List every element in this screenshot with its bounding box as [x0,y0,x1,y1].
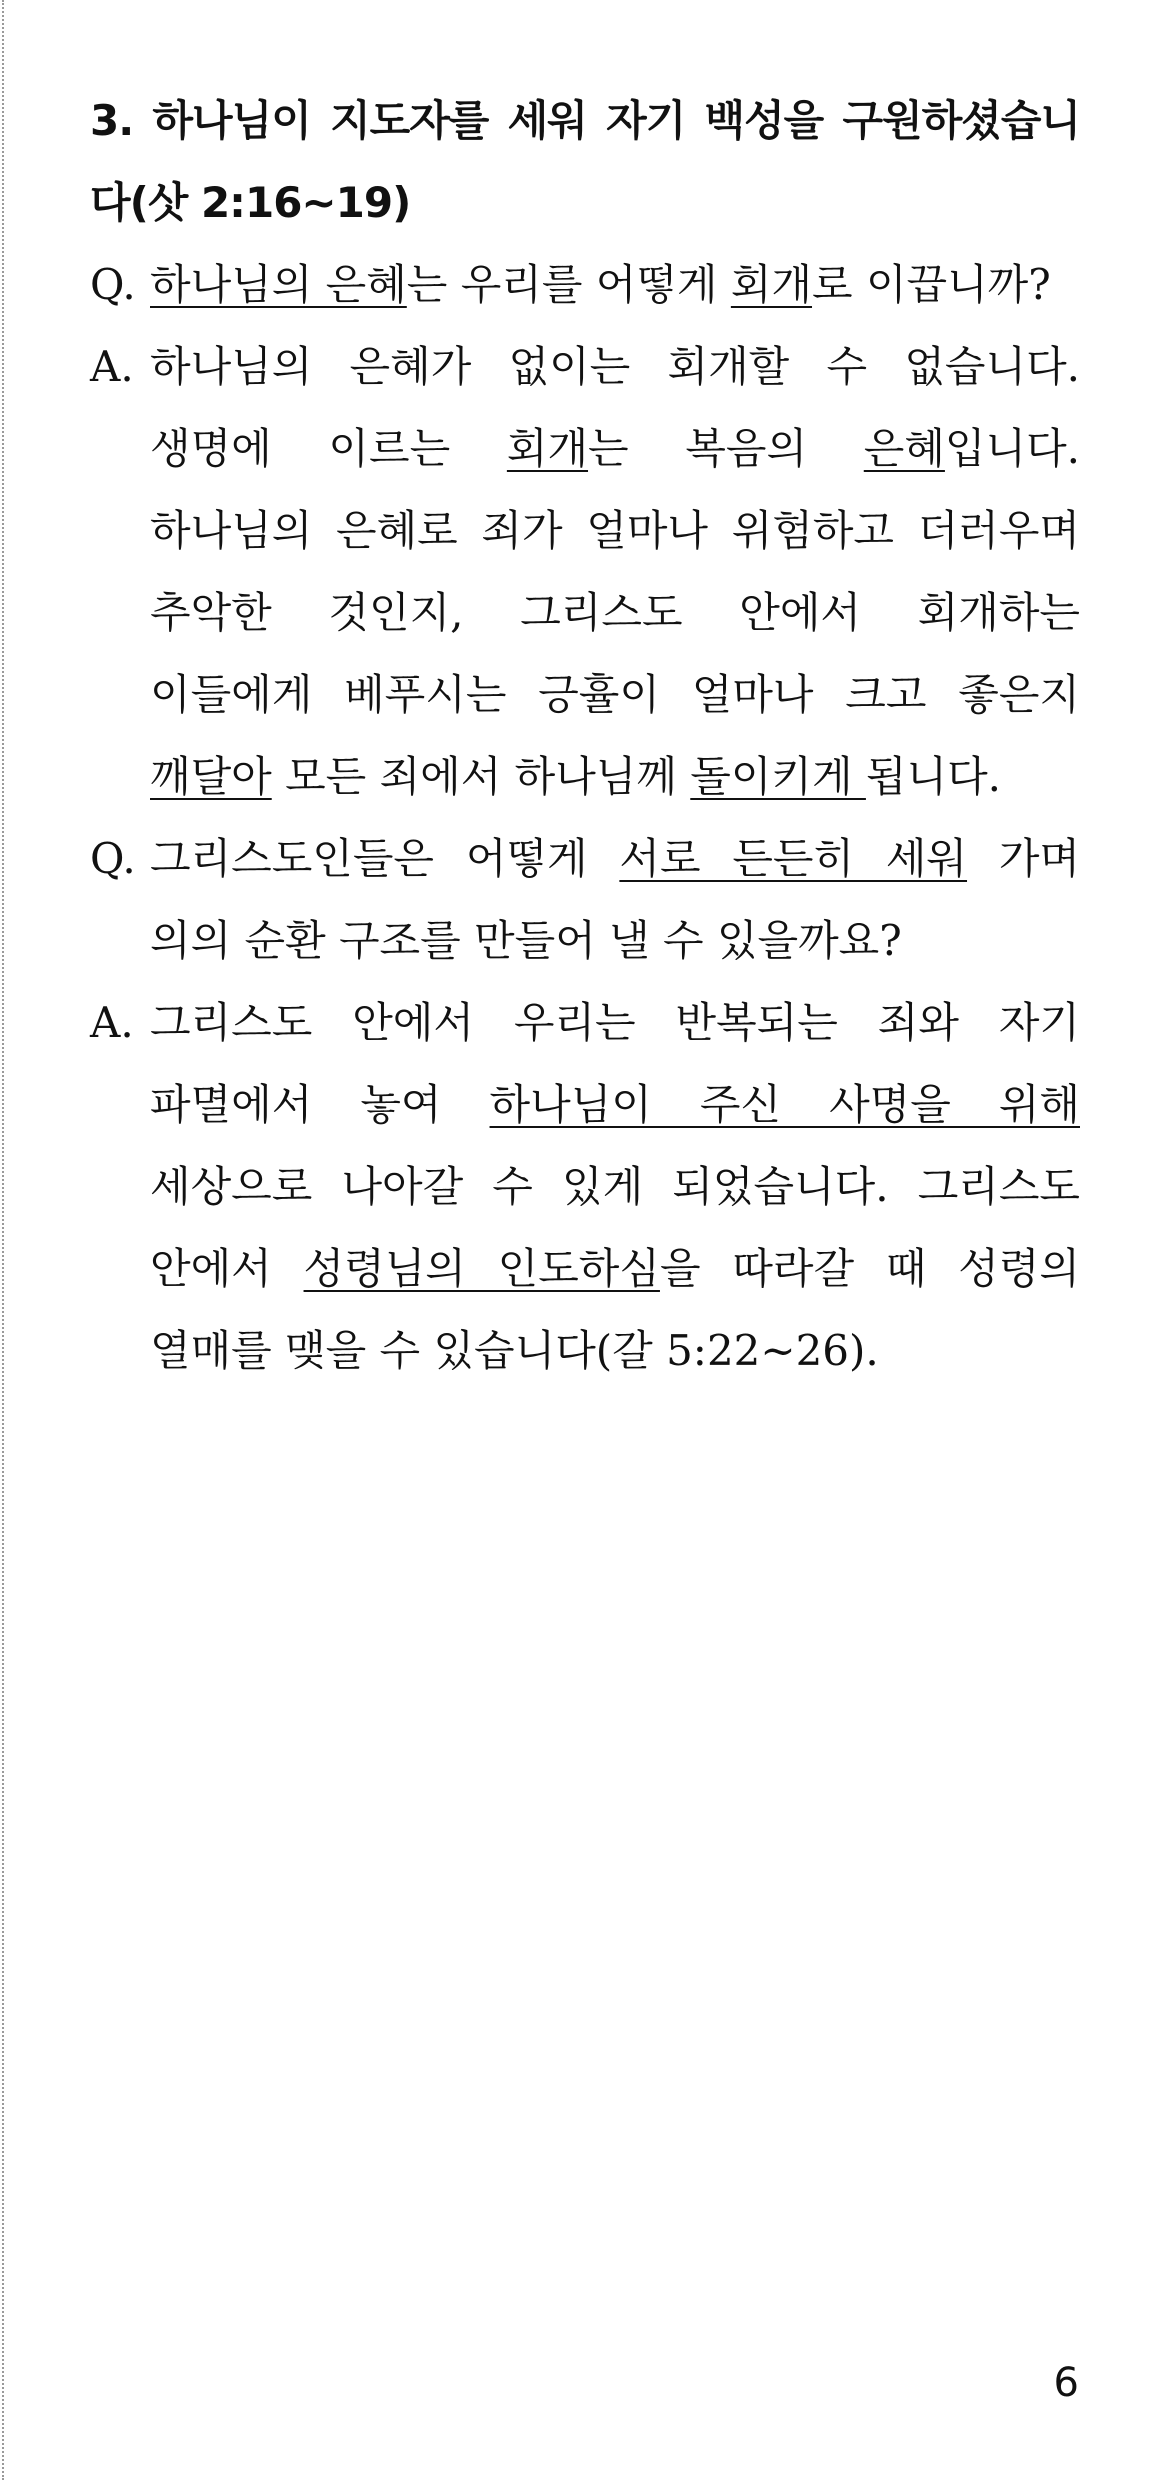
text-run: 을 따라갈 때 성령의 열매를 맺을 수 있습니다(갈 5:22~26). [150,1244,1080,1375]
underlined-phrase: 은혜 [863,424,945,473]
page-edge-dotted-rule [2,0,4,2480]
text-run: 모든 죄에서 하나님께 [271,752,691,801]
question-marker: Q. [90,260,136,309]
underlined-phrase: 회개 [730,260,813,309]
underlined-phrase: 회개 [506,424,589,473]
text-run: 세상으로 나아갈 수 있게 되었습니다. 그리스도 안에서 [150,1162,1080,1293]
answer-item [90,982,1080,1392]
text-run: 입니다. 하나님의 은혜로 죄가 얼마나 위험하고 더러우며 추악한 것인지, 그리스도 안에서 회개하는 이들에게 베푸시는 긍휼이 얼마나 크고 좋은지 [150,424,1080,719]
text-run: 하나님의 은혜가 없이는 회개할 수 없습니다. 생명에 이르는 [150,342,1080,473]
text-run: 로 이끕니까? [812,260,1051,309]
text-run: 가며 의의 순환 구조를 만들어 낼 수 있을까요? [150,834,1080,965]
qa-list [90,244,1080,1392]
underlined-phrase: 깨달아 [150,752,272,801]
page-number: 6 [1053,2360,1079,2406]
underlined-phrase: 성령님의 인도하심 [303,1244,660,1293]
section-heading: 3. 하나님이 지도자를 세워 자기 백성을 구원하셨습니다(삿 2:16~19) [90,96,1080,227]
text-run: 그리스도 안에서 우리는 반복되는 죄와 자기 파멸에서 놓여 [150,998,1080,1129]
text-run: 는 복음의 [588,424,864,473]
question-item [90,818,1080,982]
question-item [90,244,1080,326]
underlined-phrase: 하나님이 주신 사명을 위해 [489,1080,1080,1129]
answer-item [90,326,1080,818]
document-page [90,80,1080,1392]
text-run: 그리스도인들은 어떻게 [150,834,620,883]
underlined-phrase: 하나님의 은혜 [150,260,407,309]
answer-marker: A. [90,998,134,1047]
text-run: 는 우리를 어떻게 [406,260,731,309]
text-run: 됩니다. [865,752,1001,801]
question-marker: Q. [90,834,136,883]
underlined-phrase: 서로 든든히 세워 [619,834,968,883]
underlined-phrase: 돌이키게 [690,752,866,801]
answer-marker: A. [90,342,134,391]
